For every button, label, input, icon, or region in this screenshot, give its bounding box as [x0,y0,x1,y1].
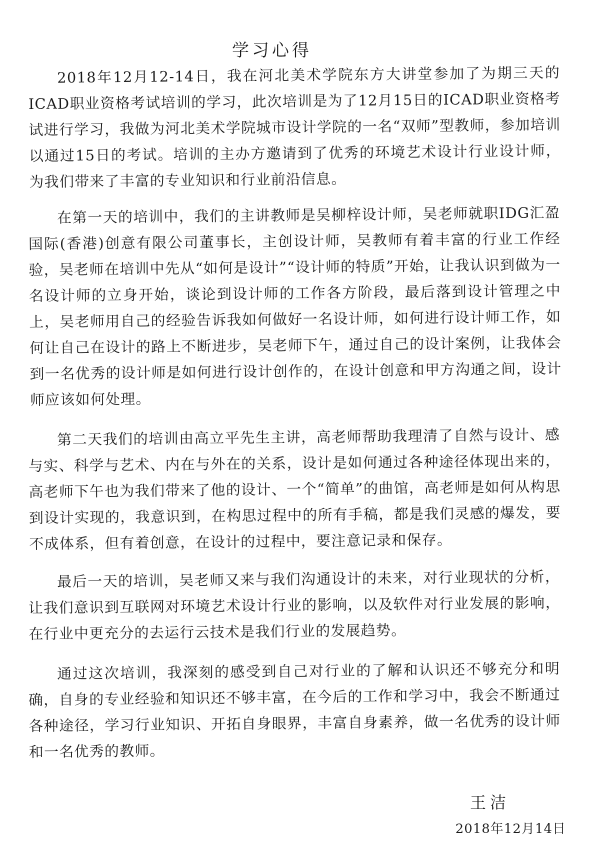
paragraph-5: 通过这次培训，我深刻的感受到自己对行业的了解和认识还不够充分和明确，自身的专业经验和知识还不够丰富，在今后的工作和学习中，我会不断通过各种途径，学习行业知识、开拓自身眼界，丰富自身素养，做一名优秀的设计师和一名优秀的教师。 [28,661,561,761]
paragraph-2: 在第一天的培训中，我们的主讲教师是吴柳梓设计师，吴老师就职IDG汇盈国际(香港)创意有限公司董事长，主创设计师，吴教师有着丰富的行业工作经验，吴老师在培训中先从“如何是设计”“设计师的特质”开始，让我认识到做为一名设计师的立身开始，谈论到设计师的工作各方阶段，最后落到设计管理之中上，吴老师用自己的经验告诉我如何做好一名设计师，如何进行设计师工作，如何让自己在设计的路上不断进步，吴老师下午，通过自己的设计案例，让我体会到一名优秀的设计师是如何进行设计创作的，在设计创意和甲方沟通之间，设计师应该如何处理。 [28,205,562,409]
document-title: 学习心得 [232,41,312,61]
author-signature: 王洁 [469,793,510,812]
signature-date: 2018年12月14日 [455,822,566,837]
paragraph-1: 2018年12月12-14日，我在河北美术学院东方大讲堂参加了为期三天的ICAD职业资格考试培训的学习，此次培训是为了12月15日的ICAD职业资格考试进行学习，我做为河北美术学院城市设计学院的一名“双师”型教师，参加培训以通过15日的考试。培训的主办方邀请到了优秀的环境艺术设计行业设计师，为我们带来了丰富的专业知识和行业前沿信息。 [28,65,562,191]
paragraph-3: 第二天我们的培训由高立平先生主讲，高老师帮助我理清了自然与设计、感与实、科学与艺术、内在与外在的关系，设计是如何通过各种途径体现出来的，高老师下午也为我们带来了他的设计、一个“简单”的曲馆，高老师是如何从构思到设计实现的，我意识到，在构思过程中的所有手稿，都是我们灵感的爆发，要不成体系，但有着创意，在设计的过程中，要注意记录和保存。 [28,427,562,553]
paragraph-4: 最后一天的培训，吴老师又来与我们沟通设计的未来，对行业现状的分析，让我们意识到互联网对环境艺术设计行业的影响，以及软件对行业发展的影响，在行业中更充分的去运行云技术是我们行业的发展趋势。 [28,569,561,643]
